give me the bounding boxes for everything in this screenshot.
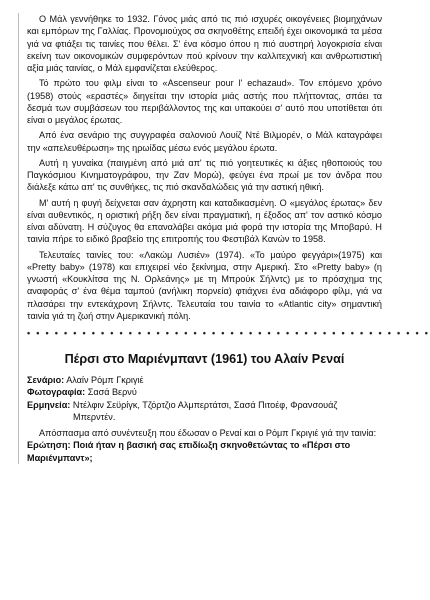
- paragraph-screenplay: Από ένα σενάριο της συγγραφέα σαλονιού Λουίζ Ντέ Βιλμορέν, ο Μάλ καταγράφει την «απελευθέρωση» της ηρωίδας μέσω ενός μεγάλου έρωτα.: [27, 130, 382, 153]
- credit-value: Σασά Βερνύ: [87, 387, 137, 398]
- credit-label: Ερμηνεία:: [27, 399, 71, 410]
- paragraph-escape: Μ' αυτή η φυγή δείχνεται σαν άχρηστη και καταδικασμένη. Ο «μεγάλος έρωτας» δεν είναι αυθεντικός, η οριστική ρήξη δεν είναι πραγματική, η έξοδος απ' τον αστικό κόσμο είναι αδύνατη. Η σύζυγος θα επαναλάβει ακόμα μιά φορά την ιστορία της Μποβαρύ. Η ταινία πήρε το ειδικό βραβείο της επιτροπής του Φεστιβάλ Κανών το 1958.: [27, 197, 382, 245]
- credit-value: Ντέλφιν Σεϋρίγκ, Τζόρτζιο Αλμπερτάτσι, Σασά Πιτοέφ, Φρανσουάζ Μπερντέν.: [72, 399, 338, 422]
- dotted-divider: • • • • • • • • • • • • • • • • • • • • • • • • • • • • • • • • • • • • • • • • • • • •: [27, 328, 430, 338]
- credit-label: Σενάριο:: [27, 375, 65, 385]
- credit-screenplay: [27, 374, 382, 386]
- credit-photography: [27, 386, 382, 398]
- paragraph-first-film: Τό πρώτο του φιλμ είναι το «Ascenseur pour l' echazaud». Τον επόμενο χρόνο (1958) στούς «εραστές» διηγείται την ιστορία μιάς αστής που πλήττοντας, σπάει τα δεσμά των συμβάσεων του περιβάλλοντος της και υπακούει σ' αυτό που υποτίθεται ότι είναι ο μεγάλος έρωτας.: [27, 78, 382, 125]
- paragraph-heroine: Αυτή η γυναίκα (παιγμένη από μιά απ' τις πιό γοητευτικές κι άξιες ηθοποιούς του Παγκόσμιου Κινηματογράφου, την Ζαν Μορώ), φεύγει ένα πρωί με τον άνδρα που διάλεξε κάτω απ' τις συνθήκες, τις πιό σκανδαλώδεις γιά την αστική ηθική.: [27, 157, 382, 193]
- question-label: Ερώτηση:: [27, 440, 71, 451]
- question-text: Ποιά ήταν η βασική σας επιδίωξη σκηνοθετώντας το «Πέρσι στο Μαριένμπαντ»;: [27, 440, 351, 463]
- credit-cast: [27, 399, 382, 424]
- section-title: Πέρσι στο Μαριένμπαντ (1961) του Αλαίν Ρεναί: [64, 352, 345, 366]
- page-text-column: [18, 13, 430, 464]
- paragraph-malle-bio: Ο Μάλ γεννήθηκε το 1932. Γόνος μιάς από τις πιό ισχυρές οικογένειες βιομηχάνων και εμπόρων της Γαλλίας. Προνομιούχος σα σκηνοθέτης επειδή έχει οικονομικά τα μέσα γιά να φτιάξει τις ταινίες που θέλει. Σ' ένα κόσμο όπου η πιό αυστηρή λογοκρισία είναι εκείνη των οικονομικών συμφερόντων πού κρίνουν την καλλιτεχνική και ανθρωπιστική αξία μιάς ταινίας, ο Μάλ εμφανίζεται ελεύθερος.: [27, 14, 382, 73]
- credit-label: Φωτογραφία:: [27, 387, 86, 398]
- interview-intro: Απόσπασμα από συνέντευξη που έδωσαν ο Ρεναί και ο Ρόμπ Γκριγιέ γιά την ταινία:: [39, 428, 377, 438]
- paragraph-last-films: Τελευταίες ταινίες του: «Λακώμ Λυσιέν» (1974). «Το μαύρο φεγγάρι»(1975) και «Pretty baby» (1978) και επιχειρεί νέο ξεκίνημα, στην Αμερική. Στο «Pretty baby» (η γνωστή «Κουκλίτσα της Ν. Ορλεάνης» με τη Μπρούκ Σήλντς) με το πρόσχημα της αναφοράς σ' ένα θέμα ταμπού (ανήλικη πορνεία) φτιάχνει ένα αδιάφορο φίλμ, γιά να πλασάρει την εντεκάχρονη Σήλντς. Τελευταία του ταινία το «Atlantic city» σημαντική ταινία γιά τη ζωή στην Αμερικανική πόλη.: [27, 249, 382, 321]
- interview-question: [27, 439, 382, 464]
- credit-value: Αλαίν Ρόμπ Γκριγιέ: [66, 375, 144, 385]
